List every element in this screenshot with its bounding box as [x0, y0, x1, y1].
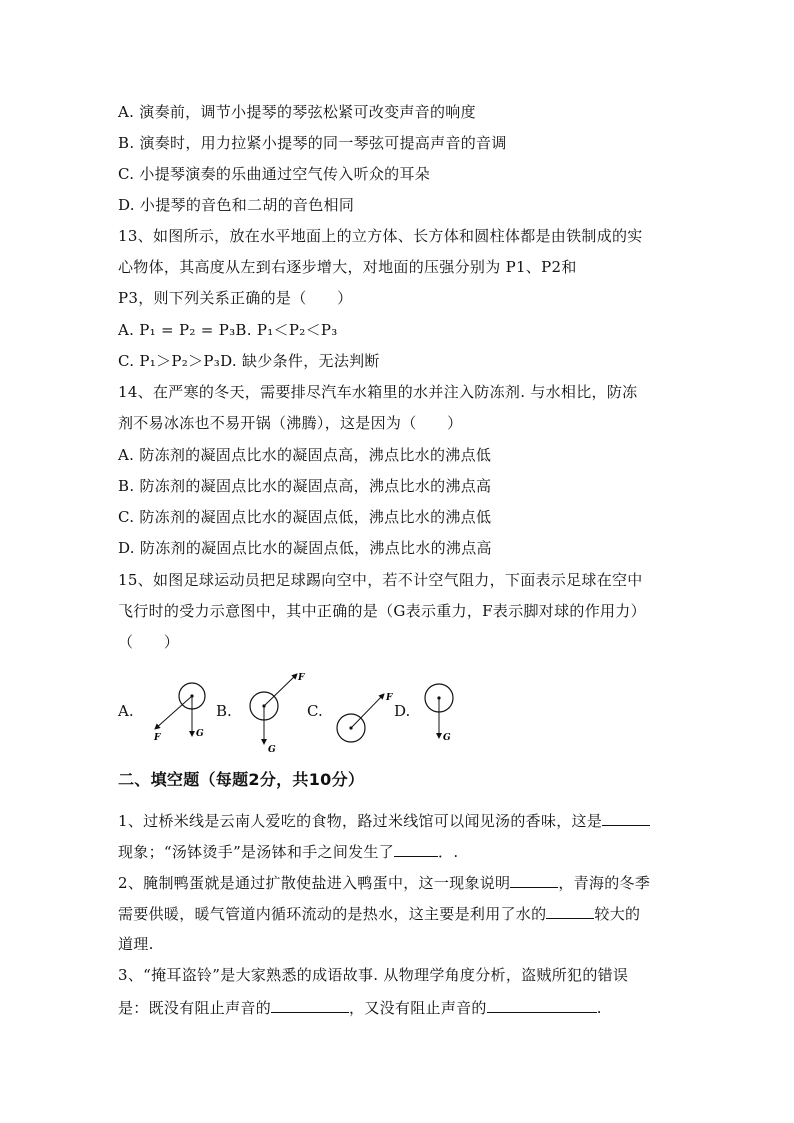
- q15-line-1: 15、如图足球运动员把足球踢向空中，若不计空气阻力，下面表示足球在空中: [118, 571, 643, 589]
- q14-line-2: 剂不易冰冻也不易开锅（沸腾），这是因为（ ）: [118, 414, 463, 432]
- fig-c-label: C.: [307, 702, 323, 720]
- force-diagram-d: [416, 668, 466, 760]
- fig-d-label: D.: [394, 702, 411, 720]
- force-f-label-b: F: [298, 673, 305, 683]
- force-g-label-b: G: [268, 745, 276, 755]
- force-g-label-d: G: [443, 733, 451, 743]
- fill-q2-text-2: ，青海的冬季: [558, 874, 651, 892]
- q14-option-a: A. 防冻剂的凝固点比水的凝固点高，沸点比水的沸点低: [118, 446, 492, 464]
- q13-options-ab: A. P₁ = P₂ = P₃B. P₁＜P₂＜P₃: [118, 321, 338, 339]
- fill-q3-line-1: 3、“掩耳盗铃”是大家熟悉的成语故事. 从物理学角度分析，盗贼所犯的错误: [118, 966, 629, 984]
- answer-blank[interactable]: [510, 872, 558, 888]
- force-diagram-c: [330, 668, 400, 760]
- force-diagram-b: [236, 668, 316, 760]
- force-diagram-a: [146, 668, 216, 760]
- q15-line-3: （ ）: [118, 633, 180, 651]
- fill-q3-end: .: [596, 999, 602, 1017]
- q14-option-d: D. 防冻剂的凝固点比水的凝固点低，沸点比水的沸点高: [118, 539, 492, 557]
- answer-blank[interactable]: [546, 903, 594, 919]
- q12-option-c: C. 小提琴演奏的乐曲通过空气传入听众的耳朵: [118, 165, 431, 183]
- q14-option-c: C. 防冻剂的凝固点比水的凝固点低，沸点比水的沸点低: [118, 508, 492, 526]
- fig-b-label: B.: [216, 702, 232, 720]
- answer-blank[interactable]: [602, 810, 650, 826]
- force-f-label-a: F: [154, 733, 161, 743]
- q12-option-b: B. 演奏时，用力拉紧小提琴的同一琴弦可提高声音的音调: [118, 134, 507, 152]
- q13-line-1: 13、如图所示，放在水平地面上的立方体、长方体和圆柱体都是由铁制成的实: [118, 227, 643, 245]
- fill-q2-text-4: 较大的: [594, 905, 641, 923]
- fill-q2-line-2: [118, 903, 640, 924]
- answer-blank[interactable]: [487, 997, 597, 1013]
- q13-line-2: 心物体，其高度从左到右逐步增大，对地面的压强分别为 P1、P2和: [118, 258, 577, 276]
- fill-q3-line-2: [118, 997, 602, 1018]
- fill-q1-line-2: [118, 841, 458, 862]
- q13-line-3: P3，则下列关系正确的是（ ）: [118, 289, 353, 307]
- fill-q1-end: ．.: [438, 843, 459, 861]
- fill-q2-text-1: 2、腌制鸭蛋就是通过扩散使盐进入鸭蛋中，这一现象说明: [118, 874, 511, 892]
- q14-line-1: 14、在严寒的冬天，需要排尽汽车水箱里的水并注入防冻剂. 与水相比，防冻: [118, 383, 638, 401]
- force-f-arrow-b: [264, 674, 297, 706]
- force-f-arrow-a: [155, 696, 192, 729]
- force-f-label-c: F: [386, 693, 393, 703]
- fill-q1-text-1: 1、过桥米线是云南人爱吃的食物，路过米线馆可以闻见汤的香味，这是: [118, 812, 603, 830]
- force-f-arrow-c: [351, 694, 384, 728]
- answer-blank[interactable]: [394, 841, 438, 857]
- force-diagrams: [118, 668, 478, 760]
- q12-option-d: D. 小提琴的音色和二胡的音色相同: [118, 196, 355, 214]
- fill-q1-text-2: 现象；“汤钵烫手”是汤钵和手之间发生了: [118, 843, 395, 861]
- force-g-label-a: G: [196, 729, 204, 739]
- q12-option-a: A. 演奏前，调节小提琴的琴弦松紧可改变声音的响度: [118, 103, 476, 121]
- q15-line-2: 飞行时的受力示意图中，其中正确的是（G表示重力，F表示脚对球的作用力）: [118, 602, 646, 620]
- fill-q3-text-2: 是：既没有阻止声音的: [118, 999, 272, 1017]
- answer-blank[interactable]: [271, 997, 349, 1013]
- q14-option-b: B. 防冻剂的凝固点比水的凝固点高，沸点比水的沸点高: [118, 477, 492, 495]
- fill-q2-text-3: 需要供暖，暖气管道内循环流动的是热水，这主要是利用了水的: [118, 905, 547, 923]
- q13-options-cd: C. P₁＞P₂＞P₃D. 缺少条件，无法判断: [118, 352, 380, 370]
- fill-q2-line-1: [118, 872, 650, 893]
- fill-q2-line-3: 道理.: [118, 935, 154, 953]
- fill-q1-line-1: [118, 810, 650, 831]
- fill-q3-text-3: ，又没有阻止声音的: [349, 999, 487, 1017]
- section-2-heading: 二、填空题（每题2分，共10分）: [118, 770, 365, 789]
- fig-a-label: A.: [118, 702, 134, 720]
